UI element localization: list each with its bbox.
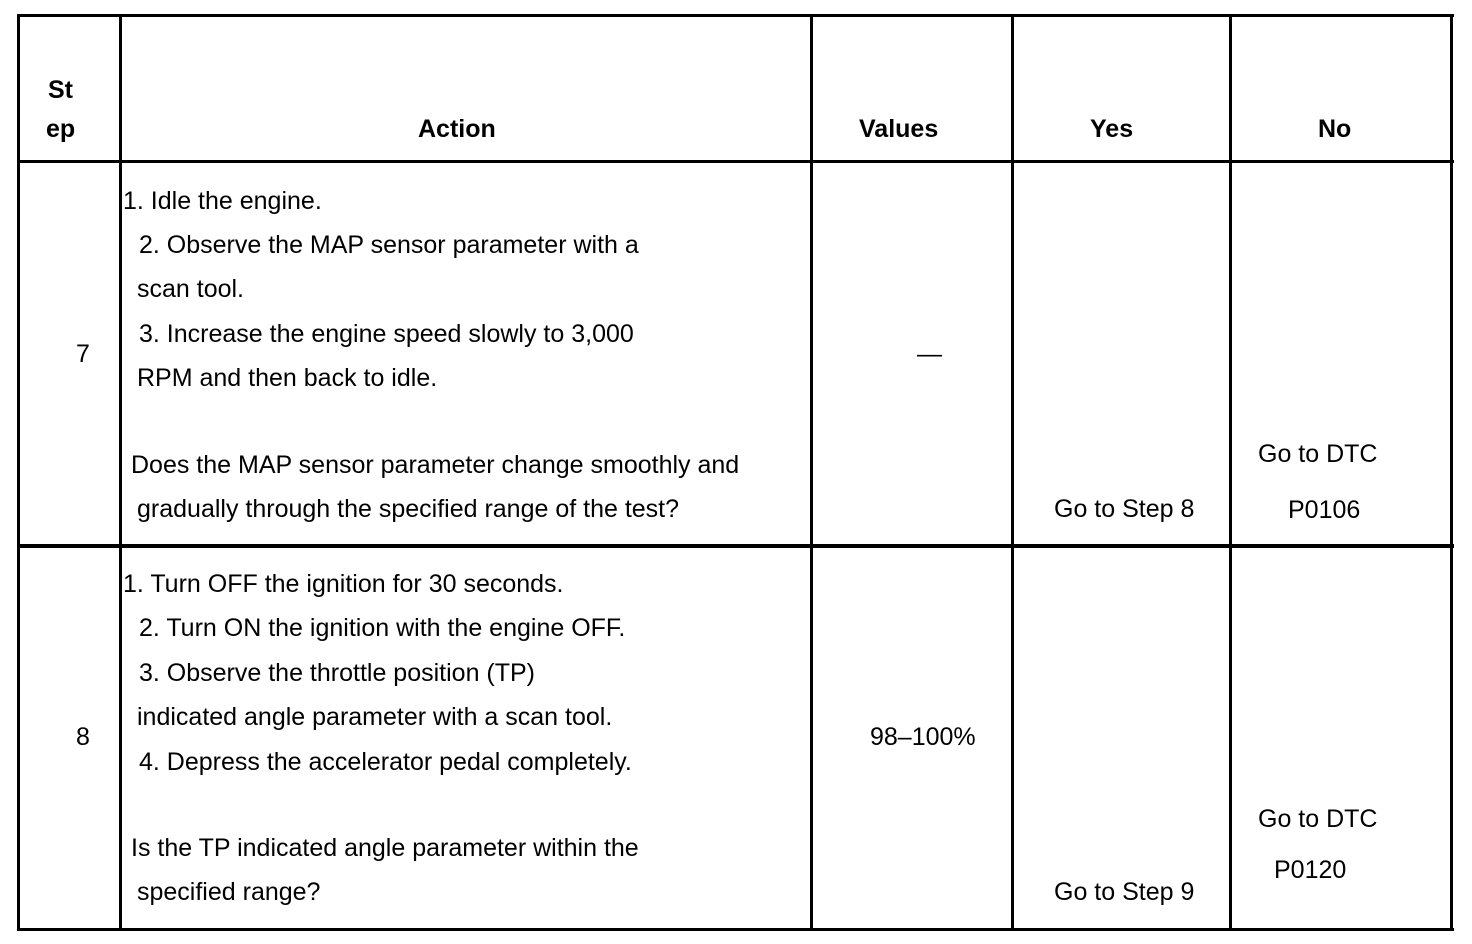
header-values: Values xyxy=(859,115,939,143)
action-question-line: specified range? xyxy=(137,878,321,906)
action-line: RPM and then back to idle. xyxy=(137,364,438,392)
action-line: 2. Turn ON the ignition with the engine OFF. xyxy=(139,614,626,642)
header-action: Action xyxy=(418,115,496,143)
no-cell-line: P0106 xyxy=(1288,496,1361,524)
row-divider xyxy=(17,544,1454,548)
yes-cell: Go to Step 9 xyxy=(1054,878,1195,906)
action-question-line: Does the MAP sensor parameter change smoothly and xyxy=(131,451,740,479)
header-no: No xyxy=(1318,115,1352,143)
step-number: 7 xyxy=(76,340,90,368)
no-cell-line: Go to DTC xyxy=(1258,440,1378,468)
column-divider-action xyxy=(119,14,122,931)
table-border-top xyxy=(17,14,1454,17)
table-border-left xyxy=(17,14,20,931)
values-cell: — xyxy=(917,340,942,368)
action-line: 1. Turn OFF the ignition for 30 seconds. xyxy=(123,570,564,598)
action-question-line: gradually through the specified range of the test? xyxy=(137,495,680,523)
no-cell-line: P0120 xyxy=(1274,856,1347,884)
header-step-line-2: ep xyxy=(46,115,76,143)
action-line: 3. Increase the engine speed slowly to 3,000 xyxy=(139,320,634,348)
header-step-line-1: St xyxy=(48,76,73,104)
action-line: 3. Observe the throttle position (TP) xyxy=(139,659,536,687)
action-line: 2. Observe the MAP sensor parameter with a xyxy=(139,231,639,259)
action-line: 1. Idle the engine. xyxy=(123,187,322,215)
action-line: indicated angle parameter with a scan tool. xyxy=(137,703,613,731)
column-divider-yes xyxy=(1011,14,1014,931)
values-cell: 98–100% xyxy=(870,723,976,751)
column-divider-values xyxy=(810,14,813,931)
yes-cell: Go to Step 8 xyxy=(1054,495,1195,523)
header-divider xyxy=(17,160,1454,163)
action-line: scan tool. xyxy=(137,275,245,303)
action-question-line: Is the TP indicated angle parameter within the xyxy=(131,834,639,862)
step-number: 8 xyxy=(76,723,90,751)
table-border-bottom xyxy=(17,928,1454,931)
action-line: 4. Depress the accelerator pedal completely. xyxy=(139,748,632,776)
table-border-right xyxy=(1450,14,1453,931)
no-cell-line: Go to DTC xyxy=(1258,805,1378,833)
column-divider-no xyxy=(1229,14,1232,931)
header-yes: Yes xyxy=(1090,115,1134,143)
